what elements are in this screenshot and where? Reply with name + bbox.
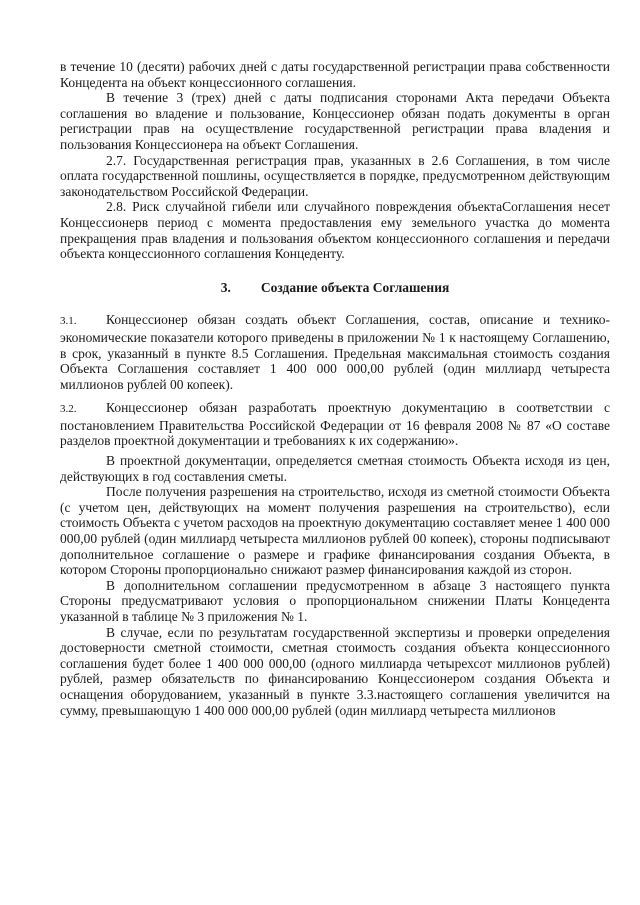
bottom-paragraphs — [60, 453, 610, 718]
top-paragraphs — [60, 59, 610, 262]
paragraph-2-7: 2.7. Государственная регистрация прав, указанных в 2.6 Соглашения, в том числе оплата государственной пошлины, осуществляется в порядке, предусмотренном действующим законодательством Российской Федерации. — [60, 152, 610, 199]
clause-3-2-text: Концессионер обязан разработать проектную документацию в соответствии с постановлением Правительства Российской Федерации от 16 февраля 2008 № 87 «О составе разделов проектной документации и требованиях к их содержанию». — [60, 400, 610, 449]
paragraph-estimate-cost: В проектной документации, определяется сметная стоимость Объекта исходя из цен, действующих в год составления сметы. — [60, 453, 610, 484]
clause-3-1 — [60, 312, 610, 392]
paragraph-after-permit: После получения разрешения на строительство, исходя из сметной стоимости Объекта (с учетом цен, действующих на момент получения разрешения на строительство), если стоимость Объекта с учетом расходов на проектную документацию составляет менее 1 400 000 000,00 рублей (один миллиард четыреста миллионов рублей 00 копеек), стороны подписывают дополнительное соглашение о размере и графике финансирования создания Объекта, в котором Стороны пропорционально снижают размер финансирования каждой из сторон. — [60, 484, 610, 578]
section-heading — [60, 280, 610, 296]
paragraph-continuation: в течение 10 (десяти) рабочих дней с даты государственной регистрации права собственности Концедента на объект концессионного соглашения. — [60, 59, 610, 90]
paragraph-2-8: 2.8. Риск случайной гибели или случайного повреждения объектаСоглашения несет Концессионерв период с момента предоставления ему земельного участка до момента прекращения прав владения и пользования объектом концессионного соглашения и передачи объекта концессионного соглашения Концеденту. — [60, 199, 610, 262]
section-title: Создание объекта Соглашения — [260, 279, 450, 295]
paragraph-additional-agreement: В дополнительном соглашении предусмотренном в абзаце 3 настоящего пункта Стороны предусматривают условия о пропорциональном снижении Платы Концедента указанной в таблице № 3 приложения № 1. — [60, 577, 610, 624]
paragraph-expertise-case: В случае, если по результатам государственной экспертизы и проверки определения достоверности сметной стоимости, сметная стоимость создания объекта концессионного соглашения будет более 1 400 000 000,00 (одного миллиарда четырехсот миллионов рублей) рублей, размер обязательств по финансированию Концессионером создания Объекта и оснащения оборудованием, указанный в пункте 3.3.настоящего соглашения увеличится на сумму, превышающую 1 400 000 000,00 рублей (один миллиард четыреста миллионов — [60, 624, 610, 718]
clause-3-1-text: Концессионер обязан создать объект Соглашения, состав, описание и технико-экономические показатели которого приведены в приложении № 1 к настоящему Соглашению, в срок, указанный в пункте 8.5 Соглашения. Предельная максимальная стоимость создания Объекта Соглашения составляет 1 400 000 000,00 рублей (один миллиард четыреста миллионов рублей 00 копеек). — [60, 312, 610, 392]
clause-3-2-number: 3.2. — [60, 403, 77, 416]
paragraph-registration-deadline: В течение 3 (трех) дней с даты подписания сторонами Акта передачи Объекта соглашения во владение и пользование, Концессионер обязан подать документы в орган регистрации прав на осуществление государственной регистрации права владения и пользования Концессионера на объект Соглашения. — [60, 90, 610, 152]
section-number: 3. — [220, 279, 231, 295]
clause-3-2 — [60, 400, 610, 449]
clause-3-1-number: 3.1. — [60, 315, 77, 328]
